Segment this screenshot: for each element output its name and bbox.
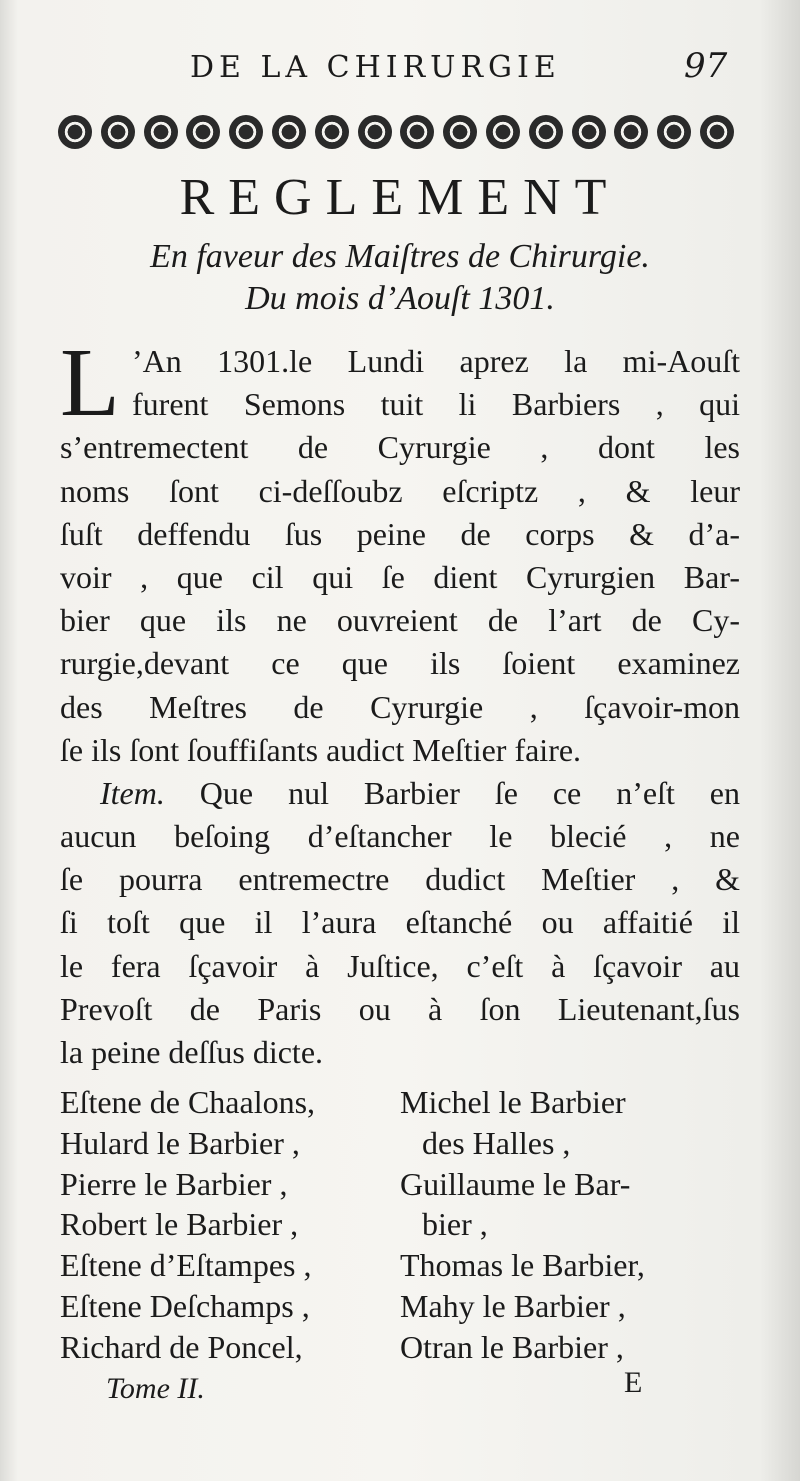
signature-mark: E	[624, 1366, 643, 1399]
item-first-line	[60, 772, 740, 815]
text-line: voir , que cil qui ſe dient Cyrurgien Bar-	[60, 558, 740, 595]
name-right: Otran le Barbier ,	[400, 1328, 624, 1365]
fleuron-icon	[700, 115, 734, 149]
fleuron-icon	[657, 115, 691, 149]
text-line: furent Semons tuit li Barbiers , qui	[132, 386, 740, 423]
subtitle-line-2: Du mois d’Aouſt 1301.	[245, 280, 555, 317]
name-right: Thomas le Barbier,	[400, 1247, 645, 1284]
text-line: ſi toſt que il l’aura eſtanché ou affaitié il	[60, 904, 740, 941]
text-line: ’An 1301.le Lundi aprez la mi-Aouſt	[132, 343, 740, 379]
fleuron-icon	[358, 115, 392, 149]
text-line: ſe pourra entremectre dudict Meſtier , &	[60, 861, 740, 898]
fleuron-icon	[400, 115, 434, 149]
text-line: la peine deſſus dicte.	[60, 1034, 324, 1070]
fleuron-icon	[315, 115, 349, 149]
name-row	[60, 1245, 740, 1286]
fleuron-icon	[101, 115, 135, 149]
drop-cap: L	[60, 329, 120, 437]
fleuron-icon	[529, 115, 563, 149]
text-line: des Meſtres de Cyrurgie , ſçavoir-mon	[60, 688, 740, 725]
names-list	[60, 1082, 740, 1368]
text-line: noms ſont ci-deſſoubz eſcriptz , & leur	[60, 472, 740, 509]
text-line: bier que ils ne ouvreient de l’art de Cy-	[60, 602, 740, 639]
name-row	[60, 1327, 740, 1368]
fleuron-icon	[443, 115, 477, 149]
fleuron-icon	[272, 115, 306, 149]
fleuron-icon	[58, 115, 92, 149]
name-left: Pierre le Barbier ,	[60, 1165, 288, 1202]
name-right: Michel le Barbier	[400, 1084, 626, 1120]
name-row	[60, 1123, 740, 1164]
name-right: des Halles ,	[422, 1124, 571, 1161]
name-left: Hulard le Barbier ,	[60, 1124, 300, 1161]
name-row	[60, 1164, 740, 1205]
name-right: Guillaume le Bar-	[400, 1165, 631, 1202]
subtitle-line-1: En faveur des Maiſtres de Chirurgie.	[150, 238, 650, 275]
name-row	[60, 1204, 740, 1245]
name-left: Richard de Poncel,	[60, 1328, 303, 1365]
item-lead: Item.	[100, 774, 165, 811]
text-line: ſuſt deffendu ſus peine de corps & d’a-	[60, 515, 740, 552]
name-left: Eſtene d’Eſtampes ,	[60, 1247, 312, 1284]
body-text	[60, 329, 740, 1074]
fleuron-icon	[229, 115, 263, 149]
name-left: Eſtene de Chaalons,	[60, 1084, 316, 1120]
text-line: s’entremectent de Cyrurgie , dont les	[60, 429, 740, 466]
text-line: Prevoſt de Paris ou à ſon Lieutenant,ſus	[60, 990, 740, 1027]
fleuron-icon	[486, 115, 520, 149]
page-number: 97	[684, 46, 728, 86]
name-right: bier ,	[422, 1206, 488, 1243]
name-left: Eſtene Deſchamps ,	[60, 1287, 310, 1324]
text-line: aucun beſoing d’eſtancher le blecié , ne	[60, 818, 740, 855]
text-line: rurgie,devant ce que ils ſoient examinez	[60, 645, 740, 682]
name-right: Mahy le Barbier ,	[400, 1287, 626, 1324]
text-line: le fera ſçavoir à Juſtice, c’eſt à ſçavoir au	[60, 947, 740, 984]
text-line: ſe ils ſont ſouffiſants audict Meſtier faire.	[60, 731, 582, 768]
name-row	[60, 1286, 740, 1327]
item-first-line-text: Que nul Barbier ſe ce n’eſt en	[164, 774, 740, 811]
fleuron-icon	[572, 115, 606, 149]
name-left: Robert le Barbier ,	[60, 1206, 299, 1243]
page-title: REGLEMENT	[179, 169, 621, 226]
running-head: DE LA CHIRURGIE	[190, 50, 561, 85]
fleuron-icon	[144, 115, 178, 149]
volume-label: Tome II.	[106, 1372, 205, 1405]
fleuron-icon	[614, 115, 648, 149]
fleuron-icon	[186, 115, 220, 149]
name-row	[60, 1082, 740, 1123]
ornament-band	[58, 110, 734, 154]
